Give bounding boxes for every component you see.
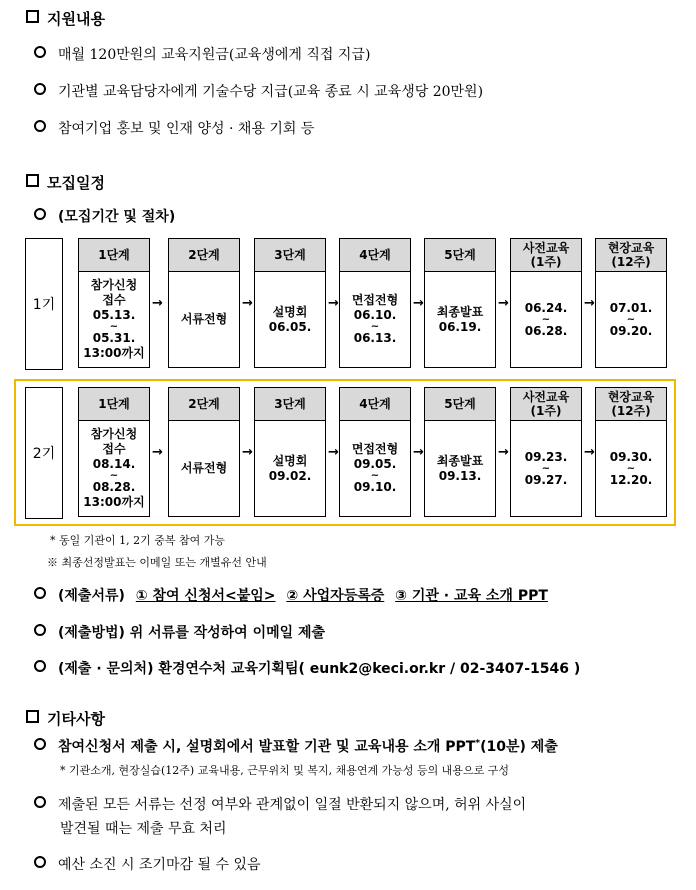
stage-box bbox=[168, 238, 240, 368]
stage-line: ~ bbox=[626, 462, 636, 474]
stage-line: ~ bbox=[109, 470, 119, 481]
arrow-right-icon: → bbox=[328, 296, 339, 311]
etc-section-title: 기타사항 bbox=[26, 708, 105, 729]
stage-line: 서류전형 bbox=[180, 312, 228, 326]
round-label: 1기 bbox=[25, 238, 63, 370]
stage-header: 2단계 bbox=[169, 388, 239, 421]
stage-line: 06.10. bbox=[353, 308, 397, 322]
circle-bullet-icon bbox=[34, 46, 46, 58]
arrow-right-icon: → bbox=[328, 445, 339, 460]
stage-line: 설명회 bbox=[272, 453, 308, 468]
stage-line: 09.23. bbox=[524, 449, 568, 464]
stage-line: 06.24. bbox=[524, 300, 568, 315]
stage-header: 3단계 bbox=[255, 239, 325, 272]
stage-box bbox=[595, 238, 667, 368]
support-item-2: 기관별 교육담당자에게 기술수당 지급(교육 종료 시 교육생당 20만원) bbox=[34, 81, 483, 101]
circle-bullet-icon bbox=[34, 738, 46, 750]
stage-box bbox=[510, 238, 582, 368]
stage-line: ~ bbox=[370, 321, 380, 332]
stage-line: ~ bbox=[109, 321, 119, 332]
circle-bullet-icon bbox=[34, 796, 46, 808]
note-duplicate: * 동일 기관이 1, 2기 중복 참여 가능 bbox=[50, 534, 225, 547]
etc-item-1: 참여신청서 제출 시, 설명회에서 발표할 기관 및 교육내용 소개 PPT*(10분) 제출 bbox=[34, 736, 558, 756]
arrow-right-icon: → bbox=[498, 445, 509, 460]
arrow-right-icon: → bbox=[152, 296, 163, 311]
etc-item-2-cont: 발견될 때는 제출 무효 처리 bbox=[60, 821, 227, 837]
stage-box bbox=[424, 238, 496, 368]
second-round-highlight bbox=[14, 379, 676, 526]
arrow-right-icon: → bbox=[498, 296, 509, 311]
stage-line: 13:00까지 bbox=[83, 346, 145, 360]
circle-bullet-icon bbox=[34, 624, 46, 636]
stage-line: 면접전형 bbox=[351, 293, 399, 307]
circle-bullet-icon bbox=[34, 856, 46, 868]
submit-contact: (제출 · 문의처) 환경연수처 교육기획팀( eunk2@keci.or.kr / 02-3407-1546 ) bbox=[34, 658, 580, 678]
circle-bullet-icon bbox=[34, 660, 46, 672]
arrow-right-icon: → bbox=[242, 296, 253, 311]
circle-bullet-icon bbox=[34, 120, 46, 132]
circle-bullet-icon bbox=[34, 83, 46, 95]
stage-line: ~ bbox=[626, 313, 636, 325]
arrow-right-icon: → bbox=[152, 445, 163, 460]
stage-line: 최종발표 bbox=[436, 453, 484, 468]
stage-line: 참가신청 bbox=[90, 427, 138, 441]
stage-line: ~ bbox=[541, 313, 551, 325]
checkbox-square-icon bbox=[26, 710, 39, 723]
stage-line: 05.31. bbox=[92, 331, 136, 345]
stage-box bbox=[339, 238, 411, 368]
arrow-right-icon: → bbox=[584, 296, 595, 311]
stage-body bbox=[425, 272, 495, 367]
stage-line: 06.05. bbox=[268, 319, 312, 334]
stage-line: 09.10. bbox=[353, 480, 397, 494]
support-section-title: 지원내용 bbox=[26, 8, 105, 29]
stage-line: 12.20. bbox=[609, 472, 653, 487]
etc-item-3: 예산 소진 시 조기마감 될 수 있음 bbox=[34, 854, 261, 874]
etc-item-1-note: * 기관소개, 현장실습(12주) 교육내용, 근무위치 및 복지, 채용연계 가능성 등의 내용으로 구성 bbox=[60, 764, 509, 777]
stage-header: 사전교육 (1주) bbox=[511, 239, 581, 272]
stage-line: 06.13. bbox=[353, 331, 397, 345]
checkbox-square-icon bbox=[26, 174, 39, 187]
stage-line: 05.13. bbox=[92, 308, 136, 322]
recruit-subtitle: (모집기간 및 절차) bbox=[34, 206, 175, 226]
stage-line: 09.30. bbox=[609, 449, 653, 464]
stage-body bbox=[340, 272, 410, 367]
stage-line: 06.19. bbox=[438, 319, 482, 334]
stage-header: 1단계 bbox=[79, 388, 149, 421]
stage-box bbox=[78, 238, 150, 368]
stage-line: 13:00까지 bbox=[83, 495, 145, 509]
stage-line: 08.28. bbox=[92, 480, 136, 494]
stage-line: 최종발표 bbox=[436, 304, 484, 319]
stage-line: 설명회 bbox=[272, 304, 308, 319]
stage-line: 접수 bbox=[102, 442, 126, 456]
stage-header: 사전교육 (1주) bbox=[511, 388, 581, 421]
arrow-right-icon: → bbox=[242, 445, 253, 460]
stage-header: 3단계 bbox=[255, 388, 325, 421]
stage-line: ~ bbox=[541, 462, 551, 474]
stage-header: 현장교육 (12주) bbox=[596, 388, 666, 421]
circle-bullet-icon bbox=[34, 587, 46, 599]
stage-line: 서류전형 bbox=[180, 461, 228, 475]
stage-line: 08.14. bbox=[92, 457, 136, 471]
stage-body bbox=[511, 272, 581, 367]
stage-body bbox=[169, 272, 239, 367]
circle-bullet-icon bbox=[34, 208, 46, 220]
support-item-1: 매월 120만원의 교육지원금(교육생에게 직접 지급) bbox=[34, 44, 370, 64]
support-item-3: 참여기업 홍보 및 인재 양성 · 채용 기회 등 bbox=[34, 118, 314, 138]
stage-line: 09.02. bbox=[268, 468, 312, 483]
stage-line: 09.27. bbox=[524, 472, 568, 487]
stage-body bbox=[79, 272, 149, 367]
recruit-section-title: 모집일정 bbox=[26, 172, 105, 193]
arrow-right-icon: → bbox=[413, 296, 424, 311]
stage-line: 참가신청 bbox=[90, 278, 138, 292]
stage-header: 5단계 bbox=[425, 239, 495, 272]
arrow-right-icon: → bbox=[413, 445, 424, 460]
stage-line: 접수 bbox=[102, 293, 126, 307]
stage-body bbox=[255, 272, 325, 367]
note-announcement: ※ 최종선정발표는 이메일 또는 개별유선 안내 bbox=[47, 556, 267, 569]
stage-line: 09.13. bbox=[438, 468, 482, 483]
stage-line: 06.28. bbox=[524, 323, 568, 338]
doc-ppt: ③ 기관 · 교육 소개 PPT bbox=[395, 588, 548, 604]
arrow-right-icon: → bbox=[584, 445, 595, 460]
stage-line: 09.20. bbox=[609, 323, 653, 338]
stage-line: 면접전형 bbox=[351, 442, 399, 456]
stage-header: 현장교육 (12주) bbox=[596, 239, 666, 272]
round-label: 2기 bbox=[25, 387, 63, 519]
stage-body bbox=[596, 272, 666, 367]
stage-box bbox=[254, 238, 326, 368]
stage-line: 09.05. bbox=[353, 457, 397, 471]
doc-application: ① 참여 신청서<붙임> bbox=[135, 588, 276, 604]
doc-business-registration: ② 사업자등록증 bbox=[286, 588, 385, 604]
checkbox-square-icon bbox=[26, 10, 39, 23]
submit-method: (제출방법) 위 서류를 작성하여 이메일 제출 bbox=[34, 622, 325, 642]
stage-line: ~ bbox=[370, 470, 380, 481]
submit-docs: (제출서류) ① 참여 신청서<붙임> ② 사업자등록증 ③ 기관 · 교육 소개 PPT bbox=[34, 585, 548, 605]
stage-header: 4단계 bbox=[340, 239, 410, 272]
stage-header: 4단계 bbox=[340, 388, 410, 421]
stage-header: 1단계 bbox=[79, 239, 149, 272]
stage-header: 5단계 bbox=[425, 388, 495, 421]
etc-item-2: 제출된 모든 서류는 선정 여부와 관계없이 일절 반환되지 않으며, 허위 사실이 bbox=[34, 794, 526, 814]
stage-line: 07.01. bbox=[609, 300, 653, 315]
stage-header: 2단계 bbox=[169, 239, 239, 272]
